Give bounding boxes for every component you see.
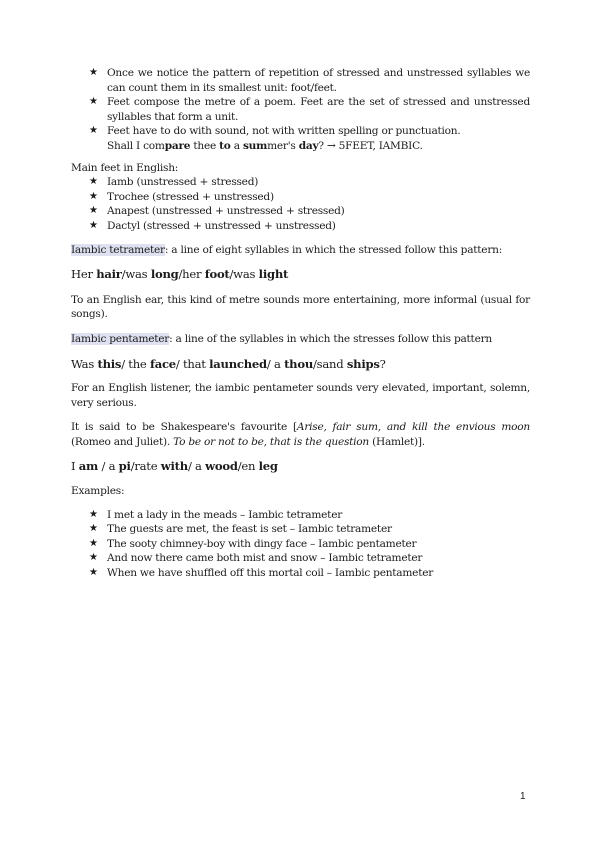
star-bullet-icon: ★: [89, 219, 98, 231]
star-bullet-icon: ★: [89, 508, 98, 520]
list-item: ★ Once we notice the pattern of repetition of stressed and unstressed syllables we can count them in its smallest unit: foot/feet.: [89, 67, 530, 94]
list-item: ★ Dactyl (stressed + unstressed + unstressed): [89, 219, 336, 232]
page-number: 1: [520, 791, 526, 802]
list-item: ★ Trochee (stressed + unstressed): [89, 190, 274, 203]
pentameter-definition: Iambic pentameter: a line of the syllables in which the stresses follow this pattern: [71, 332, 492, 345]
examples-list: [71, 508, 530, 581]
main-feet-heading: Main feet in English:: [71, 161, 179, 174]
star-bullet-icon: ★: [89, 96, 98, 108]
star-bullet-icon: ★: [89, 523, 98, 535]
list-item: ★ And now there came both mist and snow – Iambic tetrameter: [89, 552, 423, 565]
list-item: ★ The guests are met, the feast is set – Iambic tetrameter: [89, 523, 392, 536]
pirate-example-verse: I am / a pi/rate with/ a wood/en leg: [71, 459, 278, 474]
feet-list: [71, 175, 530, 233]
star-bullet-icon: ★: [89, 125, 98, 137]
shakespeare-note: It is said to be Shakespeare's favourite [Arise, fair sum, and kill the envious moon (Romeo and Juliet). To be or not to be, that is the question (Hamlet)].: [71, 421, 530, 448]
star-bullet-icon: ★: [89, 567, 98, 579]
tetrameter-example-verse: Her hair/was long/her foot/was light: [71, 267, 289, 282]
pentameter-note: For an English listener, the iambic pentameter sounds very elevated, important, solemn, very serious.: [71, 382, 530, 409]
list-item: ★ The sooty chimney-boy with dingy face – Iambic pentameter: [89, 537, 417, 550]
intro-bullet-list: [71, 66, 530, 154]
tetrameter-definition: Iambic tetrameter: a line of eight syllables in which the stressed follow this pattern:: [71, 243, 503, 256]
tetrameter-note: To an English ear, this kind of metre sounds more entertaining, more informal (usual for songs).: [71, 293, 530, 321]
shall-i-compare-line: Shall I compare thee to a summer's day? → 5FEET, IAMBIC.: [107, 139, 423, 152]
star-bullet-icon: ★: [89, 190, 98, 202]
list-item: ★ Anapest (unstressed + unstressed + stressed): [89, 205, 345, 218]
star-bullet-icon: ★: [89, 176, 98, 188]
star-bullet-icon: ★: [89, 552, 98, 564]
star-bullet-icon: ★: [89, 67, 98, 78]
star-bullet-icon: ★: [89, 537, 98, 549]
list-item: ★ I met a lady in the meads – Iambic tetrameter: [89, 508, 343, 521]
pentameter-example-verse: Was this/ the face/ that launched/ a thou/sand ships?: [71, 356, 386, 371]
document-page: [71, 66, 530, 581]
tetrameter-term: Iambic tetrameter: [71, 243, 165, 256]
star-bullet-icon: ★: [89, 205, 98, 217]
list-item: ★ Feet have to do with sound, not with written spelling or punctuation. Shall I compare thee to a summer's day? → 5FEET, IAMBIC.: [89, 125, 461, 152]
list-item: ★ Feet compose the metre of a poem. Feet are the set of stressed and unstressed syllables that form a unit.: [89, 96, 530, 123]
examples-heading: Examples:: [71, 485, 125, 498]
pentameter-term: Iambic pentameter: [71, 332, 170, 345]
list-item: ★ When we have shuffled off this mortal coil – Iambic pentameter: [89, 567, 434, 580]
list-item: ★ Iamb (unstressed + stressed): [89, 176, 259, 189]
